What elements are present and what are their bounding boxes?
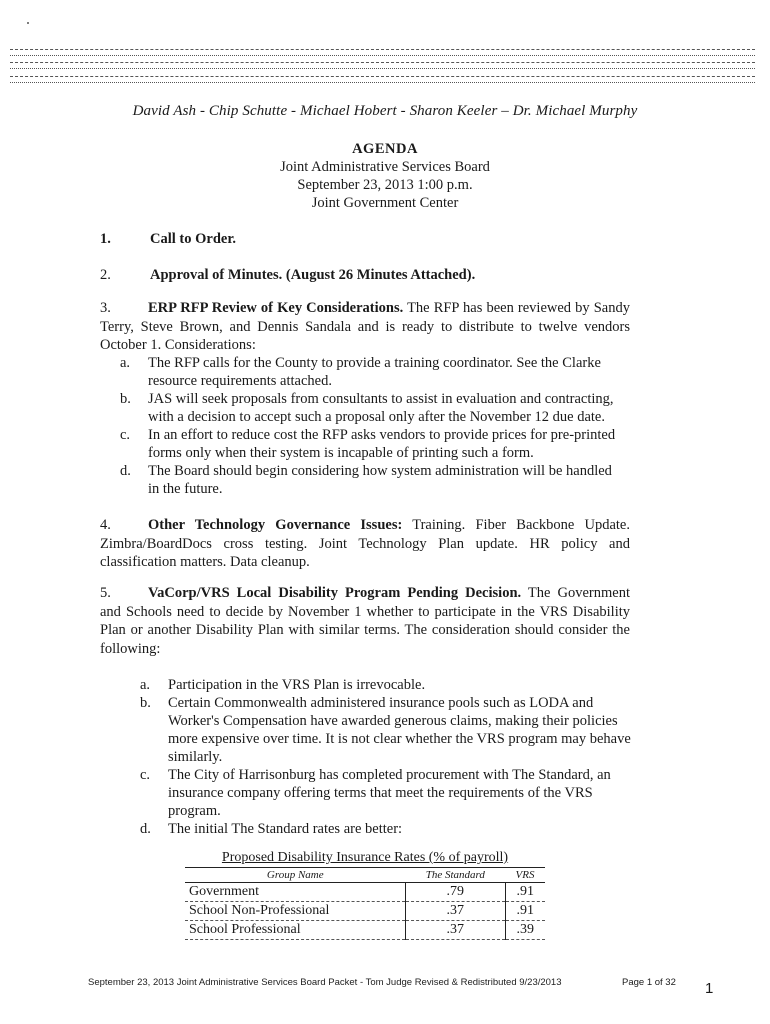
group-name-cell: School Non-Professional <box>185 902 406 921</box>
group-name-cell: Government <box>185 883 406 902</box>
agenda-item-1 <box>100 230 645 249</box>
board-member-names: David Ash - Chip Schutte - Michael Hobert - Sharon Keeler – Dr. Michael Murphy <box>132 103 638 119</box>
table-row <box>185 902 545 921</box>
item-number: 1. <box>100 231 111 247</box>
vrs-rate-cell: .91 <box>505 902 545 921</box>
item-5-sub-a: a. Participation in the VRS Plan is irrevocable. <box>140 677 426 693</box>
disability-rates-table <box>185 850 545 940</box>
agenda-item-4 <box>100 516 630 572</box>
page-number: 1 <box>705 980 714 997</box>
item-number: 3. <box>100 300 111 316</box>
item-text: The Government and Schools need to decide by November 1 whether to participate in the VRS Disability Plan or another Disability Plan with similar terms. The consideration should consider the following: <box>100 585 630 657</box>
vrs-rate-cell: .39 <box>505 921 545 940</box>
vrs-rate-cell: .91 <box>505 883 545 902</box>
item-3-sub-c: c. In an effort to reduce cost the RFP asks vendors to provide prices for pre-printed forms only when their system is incapable of printing such a form. <box>120 427 616 461</box>
item-3-sub-d: d. The Board should begin considering how system administration will be handled in the future. <box>120 463 612 497</box>
header-rule <box>10 55 755 56</box>
board-name: Joint Administrative Services Board <box>280 159 490 175</box>
standard-rate-cell: .37 <box>406 921 506 940</box>
meeting-date: September 23, 2013 1:00 p.m. <box>297 177 473 193</box>
table-row <box>185 921 545 940</box>
scan-speck <box>27 22 29 24</box>
footer-page-count: Page 1 of 32 <box>622 977 676 988</box>
item-number: 5. <box>100 585 111 601</box>
column-header: VRS <box>505 868 545 883</box>
item-5-sub-c: c. The City of Harrisonburg has completed procurement with The Standard, an insurance company offering terms that meet the requirements of the VRS program. <box>140 767 611 819</box>
item-heading: ERP RFP Review of Key Considerations. <box>148 300 404 316</box>
item-heading: Call to Order. <box>150 231 237 247</box>
column-header: The Standard <box>406 868 506 883</box>
item-number: 4. <box>100 517 111 533</box>
item-text: The RFP has been reviewed by Sandy Terry, Steve Brown, and Dennis Sandala and is ready to distribute to twelve vendors October 1. Considerations: <box>100 300 630 353</box>
column-header: Group Name <box>185 868 406 883</box>
item-heading: Approval of Minutes. (August 26 Minutes Attached). <box>150 267 476 283</box>
header-rule <box>10 49 755 50</box>
footer-text: September 23, 2013 Joint Administrative Services Board Packet - Tom Judge Revised & Redistributed 9/23/2013 <box>88 977 562 988</box>
table-caption: Proposed Disability Insurance Rates (% of payroll) <box>221 850 509 865</box>
agenda-title-block <box>0 140 770 212</box>
agenda-heading: AGENDA <box>352 141 418 157</box>
header-rule <box>10 62 755 63</box>
agenda-item-2 <box>100 266 645 285</box>
agenda-item-3 <box>100 299 630 355</box>
item-heading: VaCorp/VRS Local Disability Program Pending Decision. <box>148 585 522 601</box>
header-rule <box>10 76 755 77</box>
header-rule <box>10 82 755 83</box>
group-name-cell: School Professional <box>185 921 406 940</box>
item-text: Training. Fiber Backbone Update. Zimbra/BoardDocs cross testing. Joint Technology Plan update. HR policy and classification matters. Data cleanup. <box>100 517 630 570</box>
item-3-sub-b: b. JAS will seek proposals from consultants to assist in evaluation and contracting, with a decision to accept such a proposal only after the November 12 due date. <box>120 391 614 425</box>
standard-rate-cell: .37 <box>406 902 506 921</box>
item-5-sub-b: b. Certain Commonwealth administered insurance pools such as LODA and Worker's Compensation have awarded generous claims, making their policies more expensive over time. It is not clear whether the VRS program may behave similarly. <box>140 695 631 765</box>
item-3-sub-a: a. The RFP calls for the County to provide a training coordinator. See the Clarke resource requirements attached. <box>120 355 601 389</box>
meeting-location: Joint Government Center <box>311 195 459 211</box>
table-row <box>185 883 545 902</box>
agenda-item-5 <box>100 584 630 658</box>
item-heading: Other Technology Governance Issues: <box>148 517 403 533</box>
header-rule <box>10 68 755 69</box>
item-number: 2. <box>100 267 111 283</box>
item-5-sub-d: d. The initial The Standard rates are better: <box>140 821 403 837</box>
table-header-row <box>185 868 545 883</box>
standard-rate-cell: .79 <box>406 883 506 902</box>
